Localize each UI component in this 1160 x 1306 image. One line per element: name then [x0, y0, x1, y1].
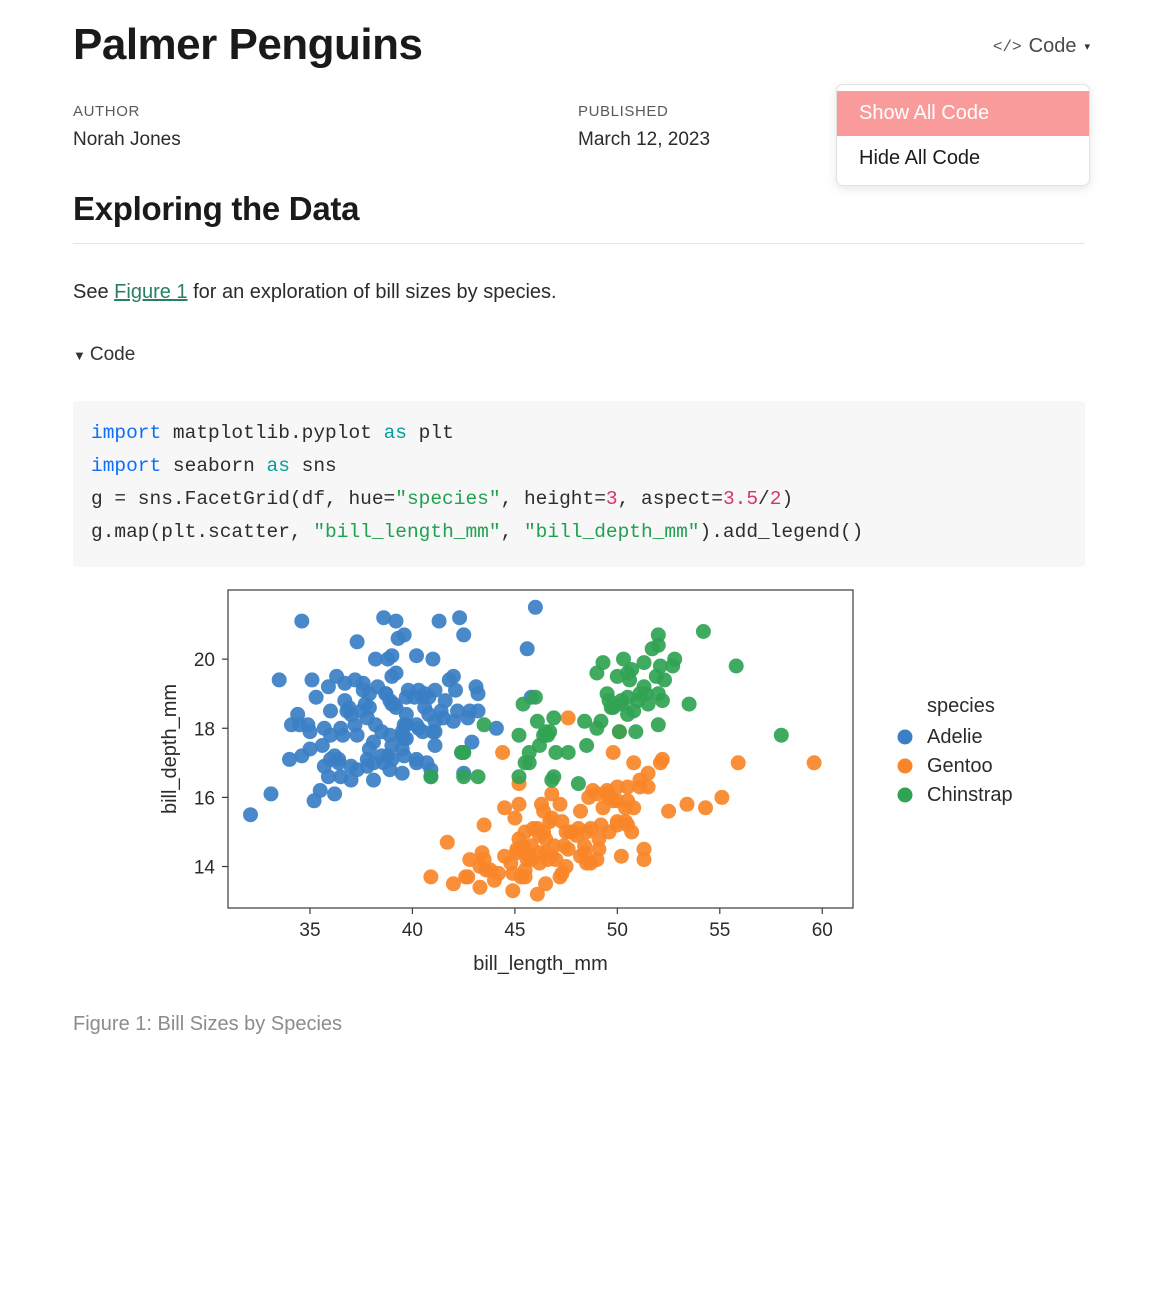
data-point — [456, 769, 471, 784]
code-line3-e: ) — [781, 488, 794, 510]
data-point — [538, 876, 553, 891]
data-point — [534, 797, 549, 812]
data-point — [569, 828, 584, 843]
x-tick-label: 50 — [606, 920, 628, 941]
menu-item-show-all-code[interactable]: Show All Code — [837, 91, 1089, 136]
x-axis-label: bill_length_mm — [473, 953, 608, 975]
data-point — [395, 724, 410, 739]
data-point — [546, 769, 561, 784]
data-point — [624, 825, 639, 840]
data-point — [423, 769, 438, 784]
code-brackets-icon: </> — [992, 37, 1022, 56]
data-point — [731, 755, 746, 770]
legend-title: species — [927, 695, 995, 717]
section-heading: Exploring the Data — [73, 190, 360, 227]
data-point — [350, 634, 365, 649]
data-point — [651, 638, 666, 653]
data-point — [526, 821, 541, 836]
data-point — [294, 614, 309, 629]
data-point — [425, 652, 440, 667]
data-point — [243, 807, 258, 822]
data-point — [409, 717, 424, 732]
data-point — [446, 714, 461, 729]
code-line4-c: ).add_legend() — [699, 521, 864, 543]
data-point — [606, 745, 621, 760]
data-point — [641, 766, 656, 781]
data-point — [655, 693, 670, 708]
data-point — [350, 728, 365, 743]
code-alias-2: sns — [289, 455, 337, 477]
data-point — [512, 728, 527, 743]
data-point — [698, 800, 713, 815]
legend-marker — [898, 788, 913, 803]
data-point — [389, 666, 404, 681]
chevron-down-icon: ▾ — [1084, 41, 1090, 53]
data-point — [546, 710, 561, 725]
data-point — [548, 852, 563, 867]
meta-author — [73, 103, 578, 151]
data-point — [589, 852, 604, 867]
data-point — [471, 704, 486, 719]
code-fold-toggle[interactable] — [73, 344, 135, 366]
data-point — [264, 786, 279, 801]
data-point — [362, 700, 377, 715]
code-line4-b: , — [500, 521, 524, 543]
x-tick-label: 35 — [299, 920, 321, 941]
data-point — [579, 738, 594, 753]
data-point — [620, 690, 635, 705]
triangle-down-icon: ▼ — [73, 347, 86, 363]
data-point — [382, 762, 397, 777]
data-point — [528, 600, 543, 615]
data-point — [637, 842, 652, 857]
data-point — [452, 610, 467, 625]
data-point — [626, 800, 641, 815]
author-label: AUTHOR — [73, 103, 140, 120]
data-point — [477, 717, 492, 732]
data-point — [323, 704, 338, 719]
code-dropdown-menu[interactable] — [836, 84, 1090, 186]
data-point — [272, 672, 287, 687]
code-line3-num2: 3.5 — [722, 488, 759, 510]
data-point — [637, 655, 652, 670]
legend-marker — [898, 759, 913, 774]
data-point — [561, 745, 576, 760]
data-point — [411, 683, 426, 698]
data-point — [714, 790, 729, 805]
code-line3-c: , aspect= — [617, 488, 723, 510]
data-point — [614, 849, 629, 864]
data-point — [378, 686, 393, 701]
data-point — [305, 672, 320, 687]
page-title: Palmer Penguins — [73, 20, 423, 69]
data-point — [360, 759, 375, 774]
data-point — [553, 797, 568, 812]
data-point — [571, 776, 586, 791]
data-point — [542, 724, 557, 739]
figure-1-link[interactable]: Figure 1 — [114, 281, 188, 303]
x-tick-label: 55 — [709, 920, 731, 941]
data-point — [657, 672, 672, 687]
data-point — [520, 852, 535, 867]
section-divider — [73, 243, 1085, 244]
menu-item-hide-all-code[interactable]: Hide All Code — [859, 147, 981, 169]
x-tick-label: 60 — [811, 920, 833, 941]
data-point — [667, 652, 682, 667]
series-adelie — [243, 600, 543, 822]
code-keyword-as-2: as — [266, 455, 290, 477]
data-point — [680, 797, 695, 812]
y-tick-label: 14 — [193, 857, 215, 879]
y-axis-label: bill_depth_mm — [159, 683, 181, 815]
y-tick-label: 16 — [193, 788, 215, 810]
data-point — [409, 648, 424, 663]
data-point — [612, 724, 627, 739]
code-module-1: matplotlib.pyplot — [161, 422, 384, 444]
data-point — [366, 773, 381, 788]
author-value: Norah Jones — [73, 129, 181, 150]
data-point — [446, 669, 461, 684]
data-point — [561, 710, 576, 725]
figure-scatter-plot — [73, 576, 1085, 996]
data-point — [432, 614, 447, 629]
code-menu-button[interactable] — [993, 35, 1090, 58]
code-module-2: seaborn — [161, 455, 267, 477]
x-tick-label: 40 — [401, 920, 423, 941]
data-point — [300, 717, 315, 732]
data-point — [362, 742, 377, 757]
code-line4-string2: "bill_depth_mm" — [523, 521, 700, 543]
data-point — [528, 690, 543, 705]
data-point — [423, 869, 438, 884]
data-point — [473, 880, 488, 895]
data-point — [626, 755, 641, 770]
published-label: PUBLISHED — [578, 103, 669, 120]
data-point — [628, 724, 643, 739]
code-line3-d: / — [758, 488, 770, 510]
data-point — [729, 659, 744, 674]
code-keyword-as-1: as — [383, 422, 407, 444]
data-point — [309, 690, 324, 705]
legend-marker — [898, 730, 913, 745]
paragraph-text-after: for an exploration of bill sizes by species. — [187, 281, 557, 303]
data-point — [335, 728, 350, 743]
data-point — [491, 866, 506, 881]
data-point — [661, 804, 676, 819]
data-point — [448, 683, 463, 698]
data-point — [520, 641, 535, 656]
data-point — [641, 780, 656, 795]
code-keyword-import-2: import — [91, 455, 162, 477]
code-menu-label: Code — [1028, 35, 1077, 57]
intro-paragraph — [73, 281, 557, 304]
code-fold-label: Code — [89, 344, 136, 365]
y-tick-label: 20 — [193, 650, 215, 672]
data-point — [807, 755, 822, 770]
data-point — [471, 769, 486, 784]
code-line4-a: g.map(plt.scatter, — [91, 521, 314, 543]
data-point — [596, 655, 611, 670]
paragraph-text-before: See — [73, 281, 115, 303]
y-tick-label: 18 — [193, 719, 215, 741]
data-point — [428, 738, 443, 753]
data-point — [573, 804, 588, 819]
code-line3-string: "species" — [395, 488, 501, 510]
data-point — [303, 742, 318, 757]
legend-label: Adelie — [927, 726, 983, 748]
code-line3-num3: 2 — [769, 488, 782, 510]
x-tick-label: 45 — [504, 920, 526, 941]
code-line3-b: , height= — [500, 488, 606, 510]
data-point — [344, 707, 359, 722]
data-point — [456, 745, 471, 760]
data-point — [503, 856, 518, 871]
data-point — [512, 769, 527, 784]
data-point — [440, 835, 455, 850]
data-point — [655, 752, 670, 767]
data-point — [651, 717, 666, 732]
data-point — [456, 627, 471, 642]
code-alias-1: plt — [406, 422, 454, 444]
data-point — [512, 797, 527, 812]
code-block[interactable] — [73, 401, 1085, 567]
data-point — [477, 818, 492, 833]
data-point — [774, 728, 789, 743]
data-point — [327, 786, 342, 801]
data-point — [606, 700, 621, 715]
data-point — [331, 755, 346, 770]
code-line3-num1: 3 — [605, 488, 618, 510]
data-point — [397, 627, 412, 642]
data-point — [428, 724, 443, 739]
figure-caption: Figure 1: Bill Sizes by Species — [73, 1013, 343, 1035]
legend-label: Chinstrap — [927, 784, 1013, 806]
published-value: March 12, 2023 — [578, 129, 711, 150]
data-point — [471, 686, 486, 701]
data-point — [577, 714, 592, 729]
series-gentoo — [423, 710, 821, 901]
data-point — [505, 883, 520, 898]
data-point — [460, 869, 475, 884]
data-point — [696, 624, 711, 639]
data-point — [507, 811, 522, 826]
data-point — [495, 745, 510, 760]
code-line3-a: g = sns.FacetGrid(df, hue= — [91, 488, 396, 510]
code-keyword-import-1: import — [91, 422, 162, 444]
data-point — [384, 648, 399, 663]
scatter-chart-svg — [73, 576, 1085, 996]
legend-label: Gentoo — [927, 755, 993, 777]
code-line4-string1: "bill_length_mm" — [313, 521, 501, 543]
data-point — [682, 697, 697, 712]
data-point — [313, 783, 328, 798]
data-point — [389, 614, 404, 629]
